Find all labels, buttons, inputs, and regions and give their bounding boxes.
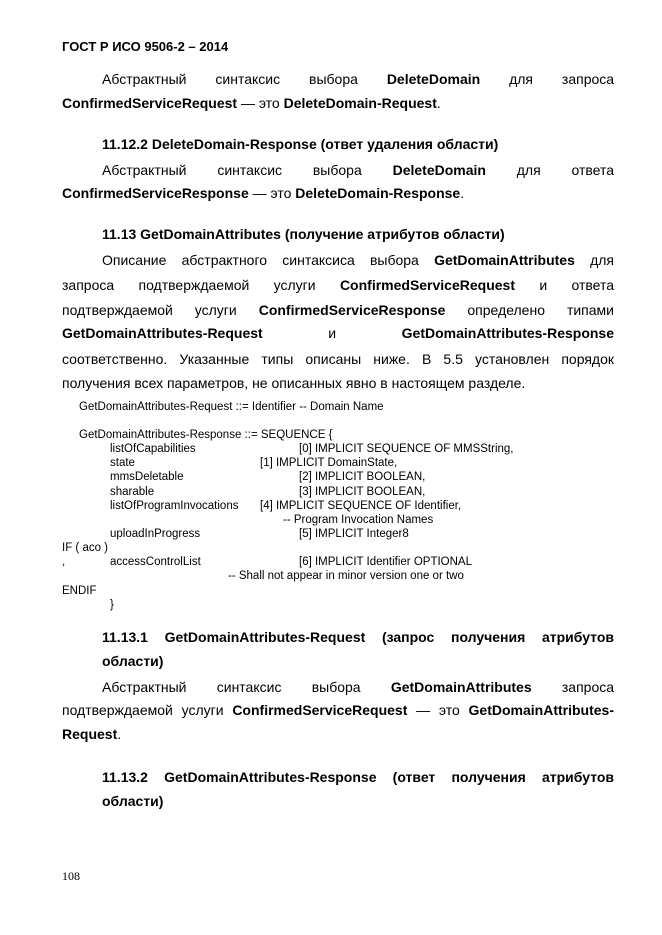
paragraph-line [102,675,614,699]
text: Абстрактный [102,71,187,87]
code-line: IF ( aco ) [62,542,109,554]
text: запроса [62,277,115,293]
text: . [436,95,441,111]
text: ConfirmedServiceRequest [62,95,238,111]
code-field: uploadInProgress [110,528,201,540]
section-heading [102,625,614,649]
text: ответа [571,277,615,293]
text: . [117,726,122,742]
text: (ответ [392,769,436,785]
code-value: [5] IMPLICIT Integer8 [299,528,409,540]
text: атрибутов [541,629,615,645]
text: . [460,185,465,201]
text: услуги [273,277,316,293]
text: и [328,325,337,341]
paragraph-line [102,248,614,272]
text: выбора [312,162,362,178]
text: получения [450,629,526,645]
code-field: accessControlList [110,556,201,568]
code-value: [2] IMPLICIT BOOLEAN, [299,471,426,483]
text: синтаксис [217,162,283,178]
text: типами [566,302,614,318]
text: синтаксис [216,679,282,695]
text: DeleteDomain [392,162,486,178]
text: (запрос [381,629,435,645]
text: — это [248,185,296,201]
code-field: sharable [110,486,155,498]
code-field: mmsDeletable [110,471,184,483]
text: получения [451,769,526,785]
paragraph-line [102,67,614,91]
text: — это [407,702,469,718]
text: для [516,162,541,178]
paragraph-line [62,273,614,297]
code-value: [4] IMPLICIT SEQUENCE OF Identifier, [260,500,462,512]
paragraph-line [62,321,614,345]
text: GetDomainAttributes [434,252,575,268]
text: DeleteDomain-Response [295,185,461,201]
paragraph-line: получения всех параметров, не описанных явно в настоящем разделе. [62,375,526,391]
section-heading [102,765,614,789]
text: Request [62,726,118,742]
text: подтверждаемой [62,302,173,318]
text: Абстрактный [102,162,187,178]
code-line: GetDomainAttributes-Response ::= SEQUENCE { [79,429,333,441]
text: — это [237,95,284,111]
text: ConfirmedServiceResponse [62,185,249,201]
text: GetDomainAttributes-Response [401,325,614,341]
text: ответа [571,162,615,178]
paragraph-line [62,698,614,722]
code-value: [6] IMPLICIT Identifier OPTIONAL [299,556,472,568]
code-line: } [110,599,114,611]
text: 11.13.1 GetDomainAttributes-Request [102,629,366,645]
paragraph-line [62,298,614,322]
text: атрибутов [541,769,615,785]
text: для [509,71,533,87]
text: DeleteDomain-Request [283,95,437,111]
text: ConfirmedServiceRequest [339,277,515,293]
text: услуги [194,302,237,318]
code-comment: -- Program Invocation Names [283,514,434,526]
text: запроса [561,679,615,695]
paragraph-line: соответственно. Указанные типы описаны ниже. В 5.5 установлен порядок [62,351,614,367]
code-line: GetDomainAttributes-Request ::= Identifier -- Domain Name [79,401,384,413]
code-value: [1] IMPLICIT DomainState, [260,457,398,469]
code-value: [0] IMPLICIT SEQUENCE OF MMSString, [299,443,514,455]
text: подтверждаемой услуги [62,702,233,718]
text: Абстрактный [102,679,187,695]
text: выбора [309,71,358,87]
text: синтаксис [215,71,281,87]
text: ConfirmedServiceRequest [232,702,408,718]
paragraph-line [102,158,614,182]
text: и [539,277,548,293]
document-header: ГОСТ Р ИСО 9506-2 – 2014 [62,39,229,54]
paragraph-line [62,181,464,205]
text: 11.13.2 GetDomainAttributes-Response [102,769,377,785]
section-heading: 11.12.2 DeleteDomain-Response (ответ удаления области) [102,136,499,152]
page-number: 108 [62,869,80,883]
text: GetDomainAttributes [390,679,532,695]
code-field: listOfCapabilities [110,443,196,455]
section-heading: области) [102,793,164,809]
text: запроса [561,71,615,87]
paragraph-line [62,91,441,115]
code-line: , [62,556,66,568]
code-line: ENDIF [62,585,97,597]
text: для [574,252,614,268]
code-field: state [110,457,135,469]
text: выбора [311,679,361,695]
text: DeleteDomain [386,71,481,87]
text: подтверждаемой [138,277,250,293]
code-value: [3] IMPLICIT BOOLEAN, [299,486,426,498]
section-heading: области) [102,653,164,669]
text: GetDomainAttributes- [468,702,614,718]
text: Описание абстрактного синтаксиса выбора [102,252,435,268]
text: определено [467,302,545,318]
code-comment: -- Shall not appear in minor version one or two [228,570,464,582]
code-field: listOfProgramInvocations [110,500,239,512]
paragraph-line [62,722,121,746]
text: GetDomainAttributes-Request [62,325,263,341]
text: ConfirmedServiceResponse [258,302,446,318]
section-heading: 11.13 GetDomainAttributes (получение атрибутов области) [102,226,505,242]
